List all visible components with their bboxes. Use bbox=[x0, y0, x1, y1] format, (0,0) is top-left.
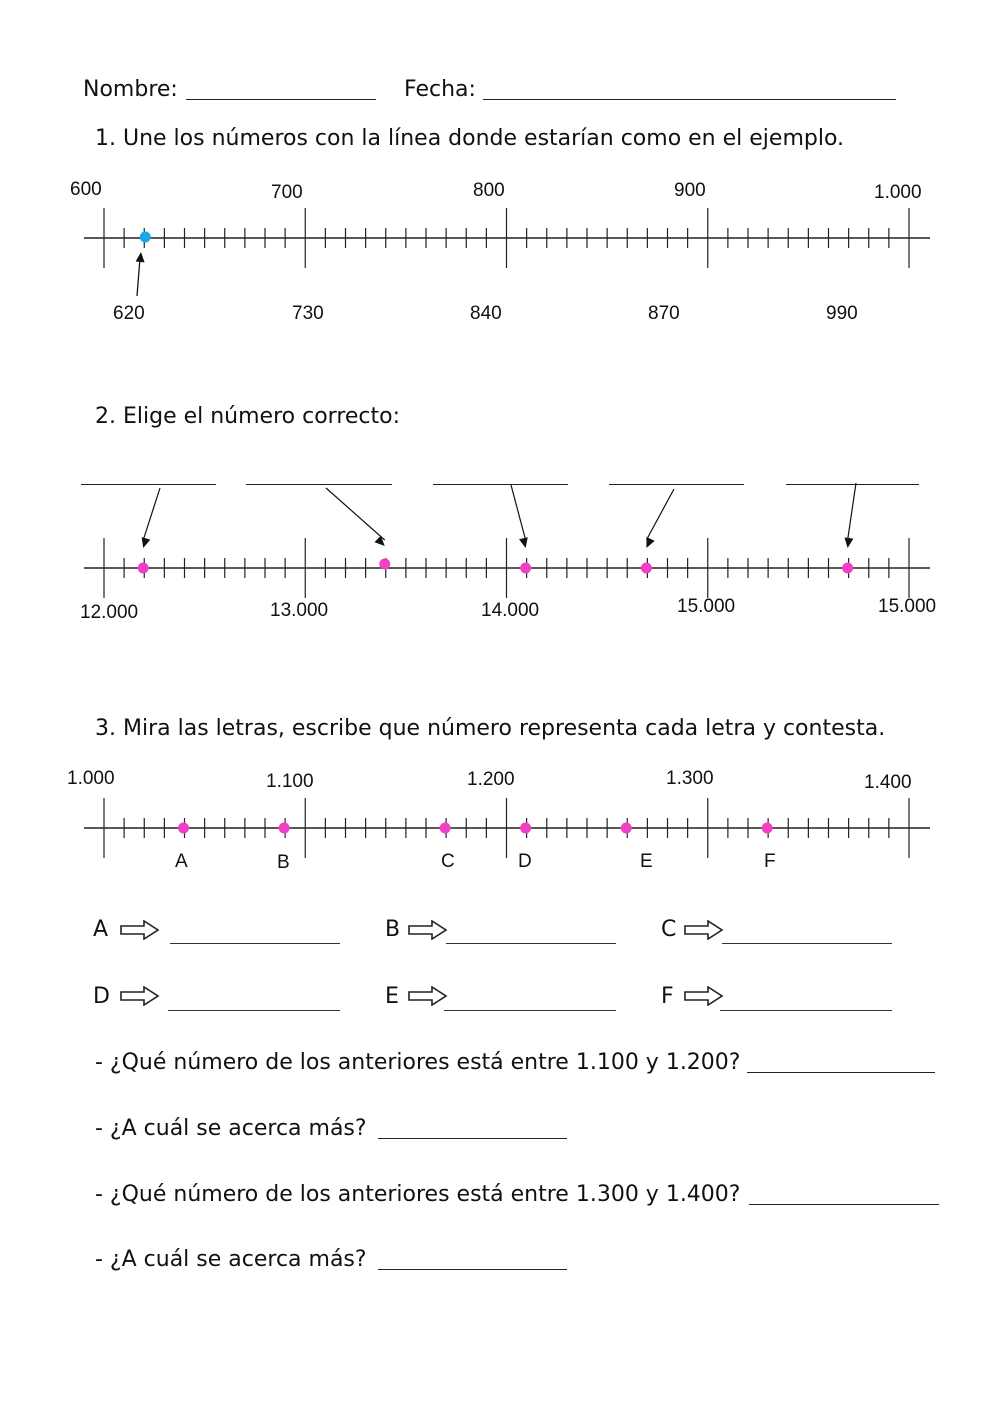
s1-answer-number[interactable]: 990 bbox=[826, 303, 858, 324]
s3-point-letter: F bbox=[764, 851, 776, 872]
s1-top-label: 800 bbox=[473, 180, 505, 201]
value-point bbox=[379, 559, 390, 570]
number-line-2 bbox=[0, 480, 1000, 590]
arrowhead bbox=[374, 536, 384, 546]
arrowhead bbox=[136, 252, 145, 262]
name-label: Nombre: bbox=[83, 77, 178, 102]
letter-point bbox=[621, 823, 632, 834]
answer-blank-e[interactable] bbox=[444, 1010, 616, 1011]
s3-point-letter: D bbox=[518, 851, 532, 872]
s3-point-letter: C bbox=[441, 851, 455, 872]
section2-instruction: 2. Elige el número correcto: bbox=[95, 404, 401, 429]
s1-top-label: 600 bbox=[70, 179, 102, 200]
section1-instruction: 1. Une los números con la línea donde estarían como en el ejemplo. bbox=[95, 126, 845, 151]
s3-label: 1.100 bbox=[266, 771, 314, 792]
question-1: - ¿Qué número de los anteriores está entre 1.100 y 1.200? bbox=[95, 1050, 741, 1075]
outline-arrow-icon bbox=[684, 920, 724, 940]
answer-letter-f: F bbox=[661, 984, 674, 1009]
number-line-3 bbox=[0, 795, 1000, 865]
question-4: - ¿A cuál se acerca más? bbox=[95, 1247, 367, 1272]
question-2: - ¿A cuál se acerca más? bbox=[95, 1116, 367, 1141]
answer-blank-a[interactable] bbox=[170, 943, 340, 944]
arrowhead bbox=[142, 537, 151, 548]
example-point bbox=[140, 232, 151, 243]
s3-point-letter: A bbox=[175, 851, 188, 872]
value-point bbox=[842, 563, 853, 574]
number-line-1 bbox=[0, 200, 1000, 280]
s2-label: 15.000 bbox=[878, 596, 937, 617]
outline-arrow-icon bbox=[120, 986, 160, 1006]
letter-point bbox=[520, 823, 531, 834]
pointer-arrow-line bbox=[646, 489, 674, 540]
s3-label: 1.300 bbox=[666, 768, 714, 789]
s3-label: 1.200 bbox=[467, 769, 515, 790]
answer-blank-c[interactable] bbox=[722, 943, 892, 944]
outline-arrow-icon bbox=[408, 920, 448, 940]
answer-blank-b[interactable] bbox=[446, 943, 616, 944]
s1-answer-number[interactable]: 730 bbox=[292, 303, 324, 324]
outline-arrow-icon bbox=[120, 920, 160, 940]
question-3-blank[interactable] bbox=[749, 1204, 939, 1205]
name-field[interactable] bbox=[186, 99, 376, 100]
s1-top-label: 1.000 bbox=[874, 182, 922, 203]
s2-label: 14.000 bbox=[481, 600, 540, 621]
s1-answer-number[interactable]: 840 bbox=[470, 303, 502, 324]
s3-point-letter: E bbox=[640, 851, 653, 872]
answer-blank-f[interactable] bbox=[720, 1010, 892, 1011]
pointer-arrow-line bbox=[143, 488, 160, 540]
s2-label: 12.000 bbox=[80, 602, 139, 623]
letter-point bbox=[762, 823, 773, 834]
letter-point bbox=[279, 823, 290, 834]
question-4-blank[interactable] bbox=[378, 1269, 567, 1270]
value-point bbox=[641, 563, 652, 574]
s3-label: 1.400 bbox=[864, 772, 912, 793]
outline-arrow-icon bbox=[408, 986, 448, 1006]
date-label: Fecha: bbox=[404, 77, 476, 102]
date-field[interactable] bbox=[483, 99, 896, 100]
answer-letter-c: C bbox=[661, 917, 677, 942]
arrowhead bbox=[646, 537, 654, 548]
letter-point bbox=[440, 823, 451, 834]
value-point bbox=[520, 563, 531, 574]
s2-label: 15.000 bbox=[677, 596, 736, 617]
question-2-blank[interactable] bbox=[378, 1138, 567, 1139]
section3-instruction: 3. Mira las letras, escribe que número representa cada letra y contesta. bbox=[95, 716, 886, 741]
letter-point bbox=[178, 823, 189, 834]
value-point bbox=[138, 563, 149, 574]
s3-label: 1.000 bbox=[67, 768, 115, 789]
s1-top-label: 700 bbox=[271, 182, 303, 203]
pointer-arrow-line bbox=[326, 488, 385, 540]
s2-label: 13.000 bbox=[270, 600, 329, 621]
arrowhead bbox=[844, 538, 853, 548]
answer-letter-a: A bbox=[93, 917, 109, 942]
question-3: - ¿Qué número de los anteriores está entre 1.300 y 1.400? bbox=[95, 1182, 741, 1207]
s1-answer-number[interactable]: 620 bbox=[113, 303, 145, 324]
answer-letter-e: E bbox=[385, 984, 399, 1009]
answer-blank-d[interactable] bbox=[168, 1010, 340, 1011]
pointer-arrow-line bbox=[511, 485, 526, 540]
arrowhead bbox=[519, 537, 528, 548]
s3-point-letter: B bbox=[277, 852, 290, 873]
pointer-arrow-line bbox=[848, 483, 856, 540]
answer-letter-d: D bbox=[93, 984, 110, 1009]
question-1-blank[interactable] bbox=[747, 1072, 935, 1073]
s1-answer-number[interactable]: 870 bbox=[648, 303, 680, 324]
s1-top-label: 900 bbox=[674, 180, 706, 201]
outline-arrow-icon bbox=[684, 986, 724, 1006]
example-arrow-line bbox=[137, 258, 140, 296]
answer-letter-b: B bbox=[385, 917, 401, 942]
